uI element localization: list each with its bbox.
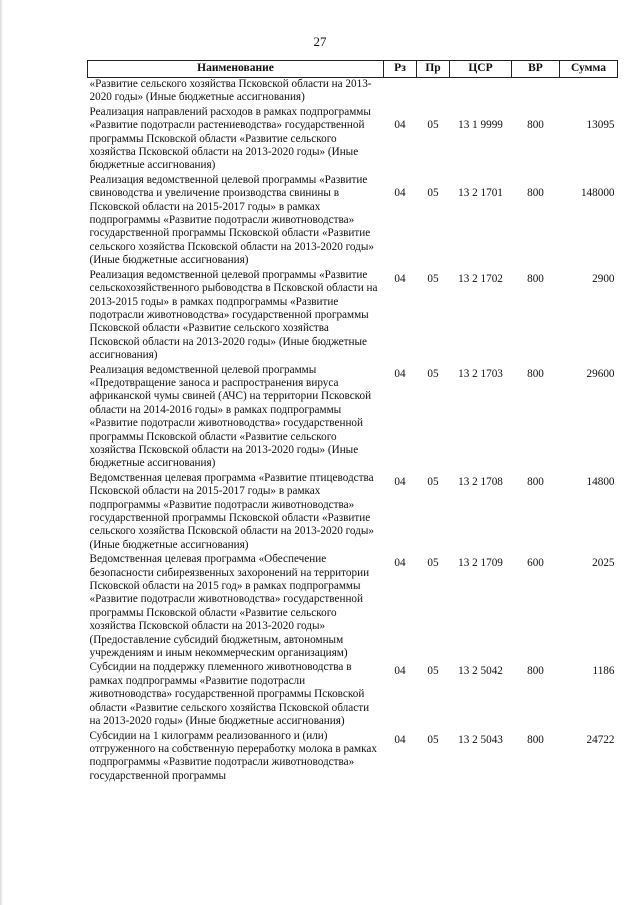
row-sum: 2025 [592, 557, 615, 570]
table-row [88, 661, 618, 729]
row-pr: 05 [427, 118, 439, 131]
row-name: Реализация ведомственной целевой программы «Развитие сельскохозяйственного рыбоводства в Псковской области на 2013-2015 годы» в рамках подпрограммы «Развитие подотрасли животноводства» государственной программы Псковской области «Развитие сельского хозяйства Псковской области на 2013-2020 годы» (Иные бюджетные ассигнования) [89, 268, 378, 362]
row-rz: 04 [394, 186, 406, 199]
row-sum: 148000 [580, 186, 615, 199]
row-pr: 05 [427, 475, 439, 488]
row-sum: 2900 [592, 272, 615, 285]
row-sum: 13095 [586, 118, 615, 131]
row-csr: 13 2 1702 [458, 272, 503, 285]
row-name: «Развитие сельского хозяйства Псковской области на 2013-2020 годы» (Иные бюджетные ассигнования) [89, 78, 372, 104]
row-pr: 05 [427, 665, 439, 678]
row-vr: 800 [527, 475, 544, 488]
table-row [88, 78, 618, 106]
row-csr: 13 2 5042 [458, 665, 503, 678]
row-vr: 800 [527, 367, 544, 380]
row-vr: 800 [527, 118, 544, 131]
row-rz [384, 78, 417, 106]
row-sum: 14800 [586, 475, 615, 488]
row-vr: 800 [527, 186, 544, 199]
row-rz: 04 [394, 367, 406, 380]
budget-table [87, 60, 618, 784]
row-vr: 800 [527, 272, 544, 285]
row-pr: 05 [427, 367, 439, 380]
row-vr: 800 [527, 665, 544, 678]
page-number: 27 [313, 34, 327, 49]
row-vr: 800 [527, 733, 544, 746]
row-vr [512, 78, 560, 106]
row-pr: 05 [427, 186, 439, 199]
table-row [88, 174, 618, 269]
row-csr [450, 78, 512, 106]
row-sum [560, 78, 618, 106]
row-name: Реализация направлений расходов в рамках подпрограммы «Развитие подотрасли растениеводства» государственной программы Псковской области «Развитие сельского хозяйства Псковской области на 2013-2020 годы» (Иные бюджетные ассигнования) [89, 105, 371, 172]
row-csr: 13 2 1703 [458, 367, 503, 380]
header-csr: ЦСР [450, 61, 512, 78]
row-rz: 04 [394, 118, 406, 131]
row-rz: 04 [394, 665, 406, 678]
table-row [88, 730, 618, 785]
header-sum: Сумма [560, 61, 618, 78]
table-row [88, 364, 618, 472]
row-name: Ведомственная целевая программа «Развитие птицеводства Псковской области на 2015-2017 годы» в рамках подпрограммы «Развитие подотрасли животноводства» государственной программы Псковской области «Развитие сельского хозяйства Псковской области на 2013-2020 годы» (Иные бюджетные ассигнования) [89, 471, 374, 551]
table-row [88, 106, 618, 174]
row-rz: 04 [394, 475, 406, 488]
row-csr: 13 2 1709 [458, 557, 503, 570]
row-csr: 13 2 1701 [458, 186, 503, 199]
row-sum: 24722 [586, 733, 615, 746]
table-row [88, 472, 618, 553]
row-pr: 05 [427, 557, 439, 570]
row-name: Субсидии на 1 килограмм реализованного и (или) отгруженного на собственную переработку молока в рамках подпрограммы «Развитие подотрасли животноводства» государственной программы [89, 729, 377, 782]
row-pr: 05 [427, 272, 439, 285]
header-name: Наименование [88, 61, 384, 78]
table-row [88, 269, 618, 364]
table-header-row [88, 61, 618, 78]
row-sum: 1186 [592, 665, 615, 678]
row-csr: 13 1 9999 [458, 118, 503, 131]
table-row [88, 553, 618, 661]
header-pr: Пр [417, 61, 450, 78]
row-name: Ведомственная целевая программа «Обеспечение безопасности сибиреязвенных захоронений на территории Псковской области на 2015 год» в рамках подпрограммы «Развитие подотрасли животноводства» государственной программы Псковской области «Развитие сельского хозяйства Псковской области на 2013-2020 годы» (Предоставление субсидий бюджетным, автономным учреждениям и иным некоммерческим организациям) [89, 553, 370, 660]
header-rz: Рз [384, 61, 417, 78]
scan-edge [0, 0, 3, 905]
row-name: Субсидии на поддержку племенного животноводства в рамках подпрограммы «Развитие подотрасли животноводства» государственной программы Псковской области «Развитие сельского хозяйства Псковской области на 2013-2020 годы» (Иные бюджетные ассигнования) [89, 661, 370, 728]
row-vr: 600 [527, 557, 544, 570]
row-csr: 13 2 1708 [458, 475, 503, 488]
header-vr: ВР [512, 61, 560, 78]
row-rz: 04 [394, 557, 406, 570]
row-name: Реализация ведомственной целевой программы «Предотвращение заноса и распространения вируса африканской чумы свиней (АЧС) на территории Псковской области на 2014-2016 годы» в рамках подпрограммы «Развитие подотрасли животноводства» государственной программы Псковской области «Развитие сельского хозяйства Псковской области на 2013-2020 годы» (Иные бюджетные ассигнования) [89, 363, 372, 470]
row-name: Реализация ведомственной целевой программы «Развитие свиноводства и увеличение производства свинины в Псковской области на 2015-2017 годы» в рамках подпрограммы «Развитие подотрасли животноводства» государственной программы Псковской области «Развитие сельского хозяйства Псковской области на 2013-2020 годы» (Иные бюджетные ассигнования) [89, 173, 374, 267]
row-pr [417, 78, 450, 106]
row-csr: 13 2 5043 [458, 733, 503, 746]
row-rz: 04 [394, 733, 406, 746]
row-rz: 04 [394, 272, 406, 285]
row-sum: 29600 [586, 367, 615, 380]
row-pr: 05 [427, 733, 439, 746]
